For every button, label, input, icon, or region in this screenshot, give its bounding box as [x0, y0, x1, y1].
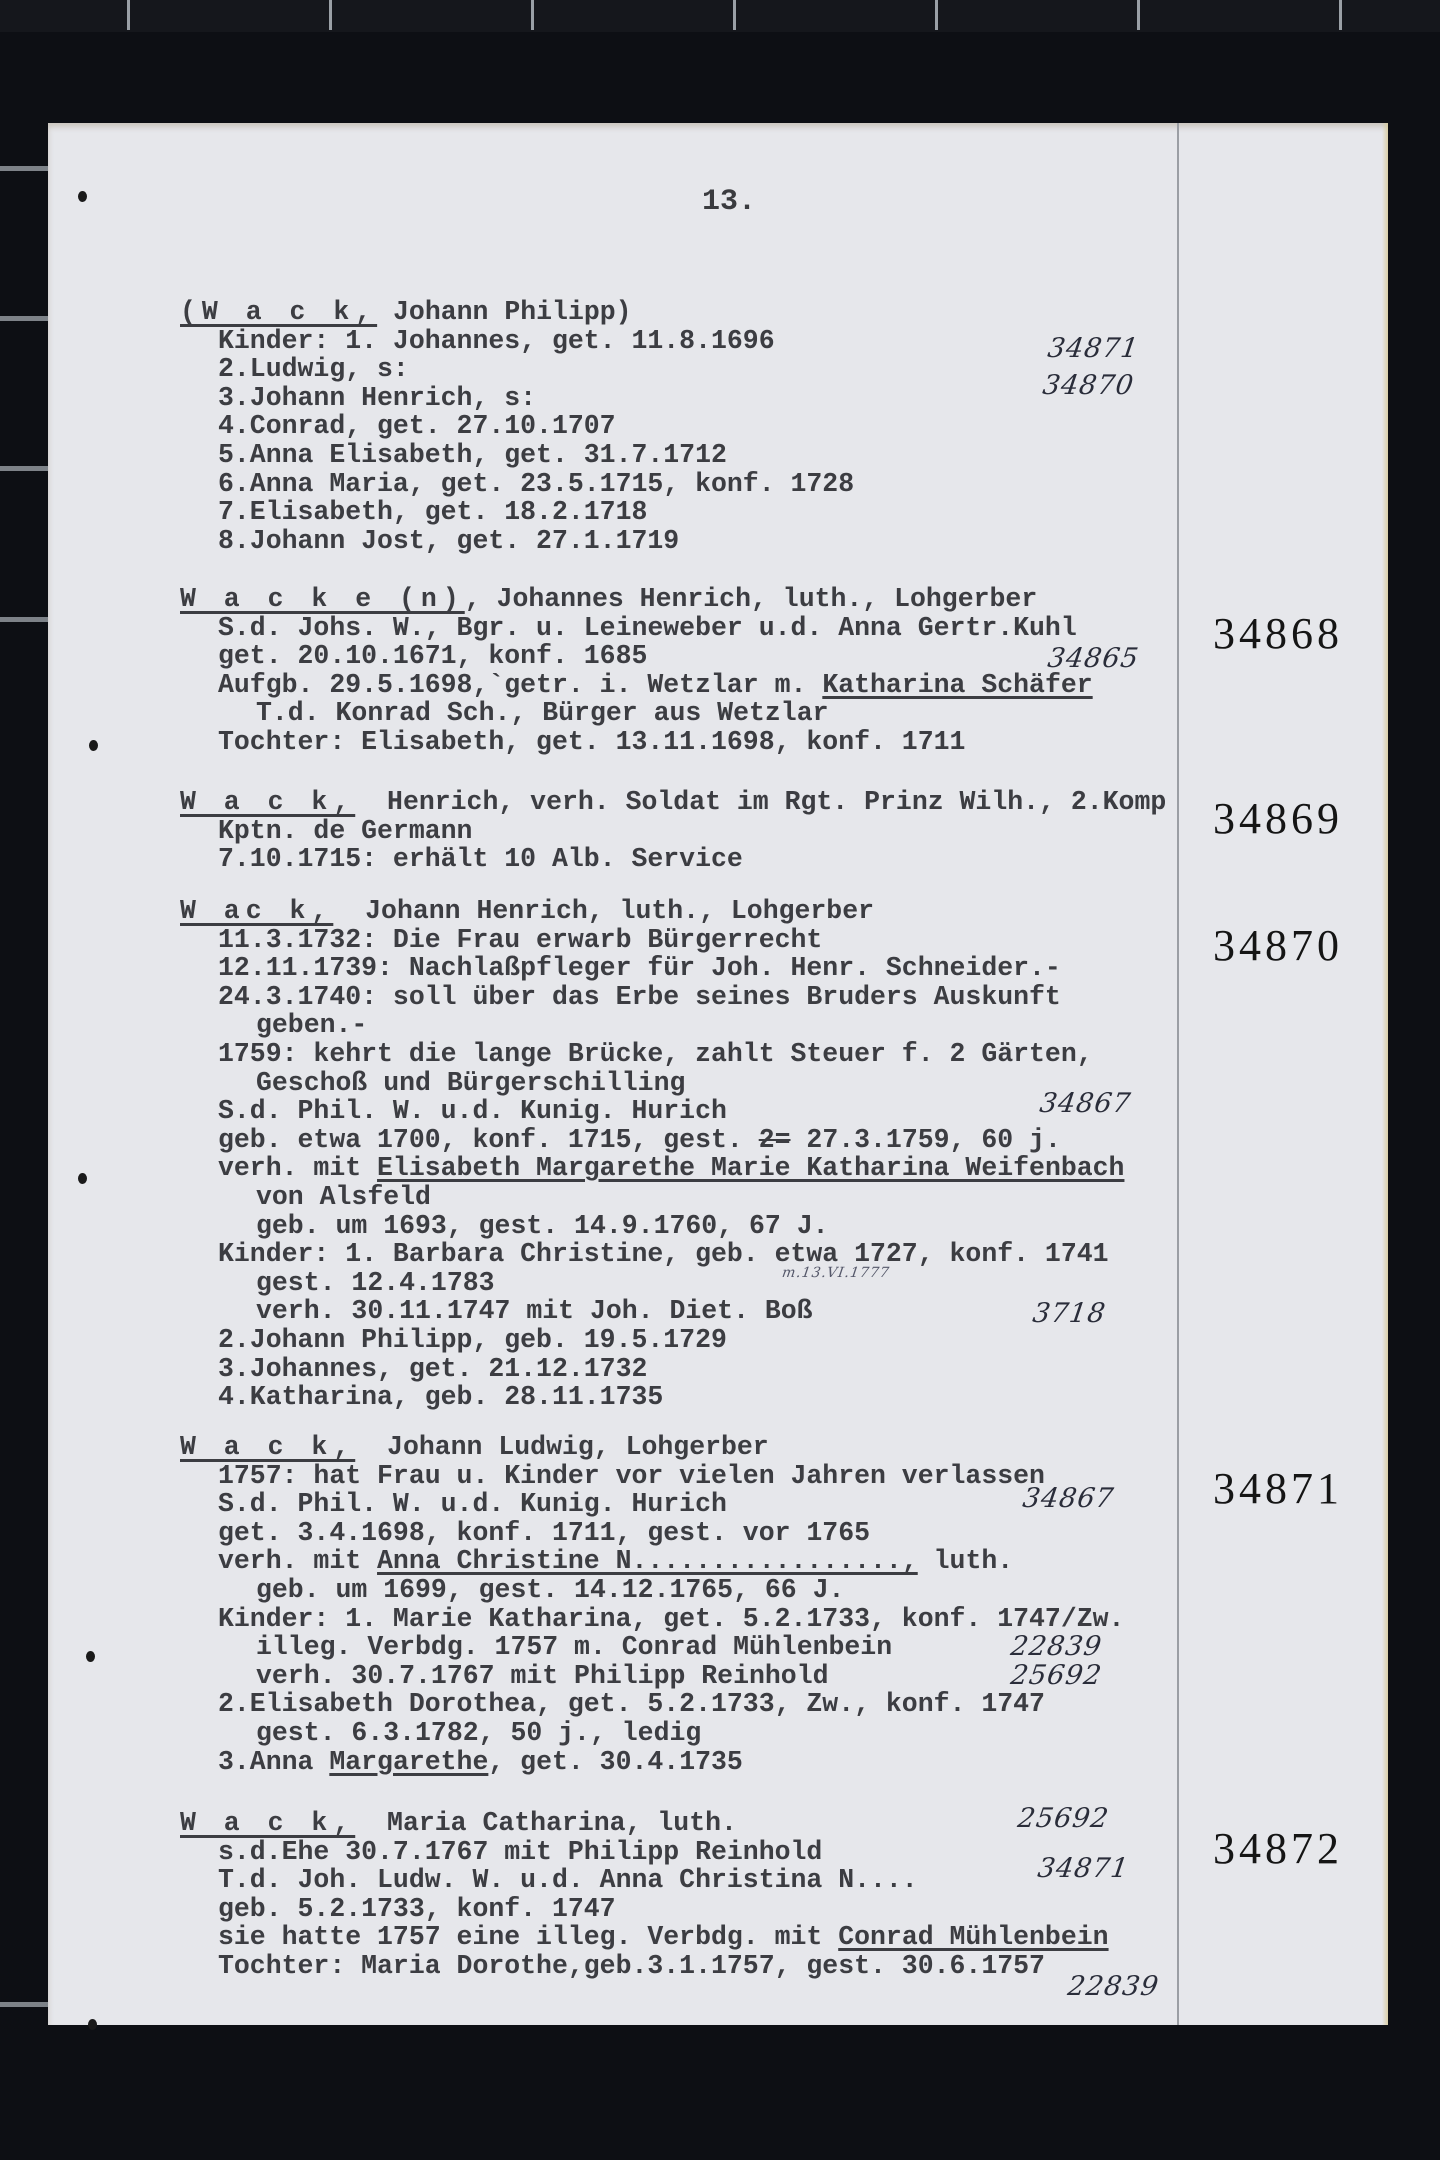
entry-line: 4.Conrad, get. 27.10.1707 [218, 411, 616, 442]
entry-line: 2.Ludwig, s: [218, 354, 409, 385]
child-name: Margarethe [329, 1746, 489, 1777]
punch-hole [78, 191, 87, 202]
frame-edge-tick [0, 316, 48, 321]
frame-tick [1339, 0, 1342, 30]
entry-wack-johann-philipp [180, 298, 854, 555]
frame-tick [1137, 0, 1140, 30]
partner-name: Conrad Mühlenbein [838, 1922, 1109, 1953]
entry-line: sie hatte 1757 eine illeg. Verbdg. mit [218, 1922, 839, 1953]
entry-line: get. 3.4.1698, konf. 1711, gest. vor 1765 [218, 1517, 871, 1548]
entry-surname: W a c k e (n) [180, 584, 465, 614]
entry-line: 7.10.1715: erhält 10 Alb. Service [218, 844, 743, 875]
entry-line: Tochter: Maria Dorothe,geb.3.1.1757, gest. 30.6.1757 [218, 1950, 1045, 1981]
stamped-record-number: 34868 [1213, 609, 1343, 658]
entry-line: Kinder: 1. Marie Katharina, get. 5.2.1733, konf. 1747/Zw. [218, 1603, 1125, 1634]
frame-tick [935, 0, 938, 30]
handwritten-reference: 25692 [1008, 1660, 1105, 1691]
entry-line: 6.Anna Maria, get. 23.5.1715, konf. 1728 [218, 468, 855, 499]
entry-line: T.d. Konrad Sch., Bürger aus Wetzlar [256, 698, 829, 729]
entry-line: Kinder: 1. Barbara Christine, geb. etwa 1727, konf. 1741 [218, 1239, 1109, 1270]
handwritten-reference: 34870 [1040, 370, 1137, 401]
entry-surname: W ac k, [180, 896, 334, 926]
frame-edge-tick [0, 466, 48, 471]
punch-hole [88, 2019, 97, 2030]
handwritten-reference: 34867 [1037, 1088, 1134, 1119]
entry-line: 8.Johann Jost, get. 27.1.1719 [218, 525, 680, 556]
entry-line: get. 20.10.1671, konf. 1685 [218, 641, 648, 672]
entry-line: 3.Anna [218, 1746, 330, 1777]
entry-line: 2.Johann Philipp, geb. 19.5.1729 [218, 1324, 727, 1355]
entry-heading: Johann Henrich, luth., Lohgerber [333, 896, 875, 926]
struck-text: 2= [758, 1124, 791, 1155]
entry-heading: Henrich, verh. Soldat im Rgt. Prinz Wilh., 2.Komp [355, 787, 1167, 817]
entry-line-cont: 27.3.1759, 60 j. [790, 1124, 1061, 1155]
entry-line: Tochter: Elisabeth, get. 13.11.1698, konf. 1711 [218, 726, 966, 757]
handwritten-reference: 34871 [1035, 1853, 1132, 1884]
handwritten-reference: 22839 [1065, 1971, 1162, 2002]
stamped-record-number: 34872 [1213, 1824, 1343, 1873]
entry-line: 3.Johannes, get. 21.12.1732 [218, 1353, 648, 1384]
entry-line: geb. etwa 1700, konf. 1715, gest. [218, 1124, 759, 1155]
handwritten-reference: 3718 [1030, 1298, 1108, 1329]
entry-line: 4.Katharina, geb. 28.11.1735 [218, 1382, 664, 1413]
entry-wack-maria-catharina [180, 1809, 1109, 1981]
entry-line: gest. 12.4.1783 [256, 1267, 495, 1298]
handwritten-note: m.13.VI.1777 [780, 1265, 891, 1281]
entry-wack-johann-henrich [180, 897, 1124, 1412]
entry-heading: , Johannes Henrich, luth., Lohgerber [464, 584, 1038, 614]
entry-line: 11.3.1732: Die Frau erwarb Bürgerrecht [218, 924, 823, 955]
entry-line: 1759: kehrt die lange Brücke, zahlt Steuer f. 2 Gärten, [218, 1038, 1093, 1069]
entry-wacken-johannes-henrich [180, 585, 1093, 757]
handwritten-reference: 22839 [1008, 1631, 1105, 1662]
entry-line: gest. 6.3.1782, 50 j., ledig [256, 1717, 702, 1748]
entry-line: Geschoß und Bürgerschilling [256, 1067, 686, 1098]
entry-line: 1757: hat Frau u. Kinder vor vielen Jahren verlassen [218, 1460, 1045, 1491]
frame-tick [329, 0, 332, 30]
frame-tick [733, 0, 736, 30]
document-page [48, 123, 1388, 2025]
punch-hole [86, 1651, 95, 1662]
entry-line: S.d. Phil. W. u.d. Kunig. Hurich [218, 1096, 727, 1127]
spouse-name: Anna Christine N................., [377, 1546, 918, 1577]
stamped-record-number: 34869 [1213, 794, 1343, 843]
entry-line: Kptn. de Germann [218, 815, 473, 846]
entry-line: 3.Johann Henrich, s: [218, 382, 537, 413]
entry-line: 5.Anna Elisabeth, get. 31.7.1712 [218, 439, 727, 470]
entry-surname: W a c k, [180, 1432, 356, 1462]
handwritten-reference: 34867 [1020, 1483, 1117, 1514]
entry-line: 7.Elisabeth, get. 18.2.1718 [218, 497, 648, 528]
entry-line-cont: luth. [917, 1546, 1014, 1577]
entry-line: illeg. Verbdg. 1757 m. Conrad Mühlenbein [256, 1632, 893, 1663]
entry-line: S.d. Phil. W. u.d. Kunig. Hurich [218, 1489, 727, 1520]
entry-line: geben.- [256, 1010, 368, 1041]
entry-surname: W a c k, [180, 787, 356, 817]
entry-line: von Alsfeld [256, 1181, 431, 1212]
scanner-frame-top [0, 0, 1440, 32]
frame-edge-tick [0, 617, 48, 622]
entry-heading: Johann Ludwig, Lohgerber [355, 1432, 769, 1462]
frame-edge-tick [0, 166, 48, 171]
handwritten-reference: 25692 [1015, 1803, 1112, 1834]
entry-line: Aufgb. 29.5.1698,`getr. i. Wetzlar m. [218, 669, 823, 700]
entry-line: geb. um 1699, gest. 14.12.1765, 66 J. [256, 1574, 845, 1605]
entry-line-cont: , get. 30.4.1735 [488, 1746, 743, 1777]
entry-line: s.d.Ehe 30.7.1767 mit Philipp Reinhold [218, 1836, 823, 1867]
handwritten-reference: 34871 [1045, 333, 1142, 364]
stamped-record-number: 34870 [1213, 921, 1343, 970]
entry-surname: (W a c k, [180, 297, 378, 327]
entry-surname: W a c k, [180, 1808, 356, 1838]
entry-line: 24.3.1740: soll über das Erbe seines Bruders Auskunft [218, 981, 1061, 1012]
entry-heading: Maria Catharina, luth. [355, 1808, 737, 1838]
entry-line: geb. 5.2.1733, konf. 1747 [218, 1893, 616, 1924]
entry-wack-henrich [180, 788, 1166, 874]
page-number: 13. [702, 185, 757, 219]
entry-line: T.d. Joh. Ludw. W. u.d. Anna Christina N.... [218, 1865, 918, 1896]
stamped-record-number: 34871 [1213, 1464, 1343, 1513]
spouse-name: Katharina Schäfer [822, 669, 1093, 700]
entry-wack-johann-ludwig [180, 1433, 1124, 1776]
frame-tick [531, 0, 534, 30]
entry-heading: Johann Philipp) [377, 297, 632, 327]
entry-line: verh. 30.7.1767 mit Philipp Reinhold [256, 1660, 829, 1691]
entry-line: Kinder: 1. Johannes, get. 11.8.1696 [218, 325, 775, 356]
entry-line: 2.Elisabeth Dorothea, get. 5.2.1733, Zw., konf. 1747 [218, 1689, 1045, 1720]
entry-line: S.d. Johs. W., Bgr. u. Leineweber u.d. Anna Gertr.Kuhl [218, 612, 1077, 643]
entry-line: verh. 30.11.1747 mit Joh. Diet. Boß [256, 1296, 813, 1327]
entry-line: 12.11.1739: Nachlaßpfleger für Joh. Henr. Schneider.- [218, 953, 1061, 984]
entry-line: verh. mit [218, 1153, 378, 1184]
frame-tick [127, 0, 130, 30]
punch-hole [89, 740, 98, 751]
punch-hole [78, 1173, 87, 1184]
frame-edge-tick [0, 2002, 48, 2007]
entry-line: geb. um 1693, gest. 14.9.1760, 67 J. [256, 1210, 829, 1241]
entry-line: verh. mit [218, 1546, 378, 1577]
spouse-name: Elisabeth Margarethe Marie Katharina Weifenbach [377, 1153, 1125, 1184]
margin-rule [1177, 123, 1179, 2025]
handwritten-reference: 34865 [1045, 643, 1142, 674]
